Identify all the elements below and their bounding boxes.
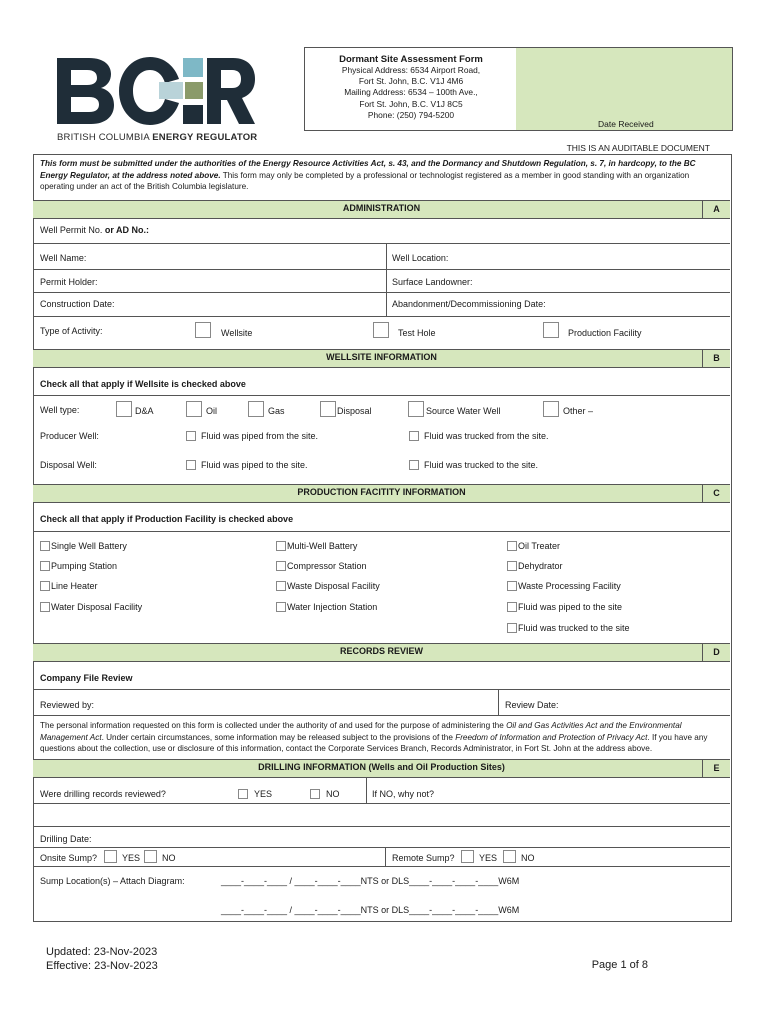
address-line: Physical Address: 6534 Airport Road,	[341, 65, 481, 75]
remote-sump-label: Remote Sump?	[392, 853, 455, 863]
section-letter: D	[702, 644, 730, 661]
reviewed-by-label: Reviewed by:	[40, 700, 95, 710]
drilling-no-checkbox[interactable]	[310, 789, 320, 799]
fluid-trucked-to-site-checkbox[interactable]	[507, 623, 517, 633]
disposal-label: Disposal	[337, 406, 372, 416]
test-hole-checkbox[interactable]	[373, 322, 389, 338]
wellsite-checkbox[interactable]	[195, 322, 211, 338]
pumping-station-label: Pumping Station	[51, 561, 118, 571]
address-line: Fort St. John, B.C. V1J 8C5	[359, 98, 463, 109]
intro-bold: This form must be submitted under the authorities of the Energy Resource Activities Act, s. 43, and the Dormancy and Shutdown Regulation, s. 7, in hardcopy, to the BC Energy Regulator, at the address noted above.	[40, 159, 696, 180]
multi-well-battery-checkbox[interactable]	[276, 541, 286, 551]
abandonment-date-label: Abandonment/Decommissioning Date:	[392, 299, 546, 309]
if-no-why-label: If NO, why not?	[372, 789, 435, 799]
intro-text	[40, 158, 720, 193]
logo-subtitle: BRITISH COLUMBIA ENERGY REGULATOR	[57, 132, 258, 143]
oil-checkbox[interactable]	[186, 401, 202, 417]
disposal-checkbox[interactable]	[320, 401, 336, 417]
form-info-box	[304, 47, 518, 131]
fluid-piped-to-site-checkbox[interactable]	[507, 602, 517, 612]
dna-label: D&A	[135, 406, 154, 416]
drilling-date-label: Drilling Date:	[40, 834, 92, 844]
onsite-no-checkbox[interactable]	[144, 850, 157, 863]
row-divider	[33, 269, 730, 270]
source-water-label: Source Water Well	[426, 406, 501, 416]
fluid-piped-to-site-label: Fluid was piped to the site	[518, 602, 623, 612]
privacy-notice: The personal information requested on this form is collected under the authority of and used for the purpose of administering the Oil and Gas Activities Act and the Environmental Management Act. Under certain circumstances, some information may be released subject to the provisions of the Freedom of Information and Protection of Privacy Act. If you have any questions about the collection, use or disclosure of this information, contact the Corporate Services Branch, Records Administrator, in Fort St. John at the address above.	[40, 721, 708, 753]
producer-trucked-checkbox[interactable]	[409, 431, 419, 441]
drilling-yes-label: YES	[254, 789, 273, 799]
other-checkbox[interactable]	[543, 401, 559, 417]
well-permit-label: Well Permit No. or AD No.:	[40, 225, 150, 235]
sump-location-line-2[interactable]: ____-____-____ / ____-____-____NTS or DLS____-____-____-____W6M	[221, 905, 520, 915]
production-facility-checkbox[interactable]	[543, 322, 559, 338]
auditable-notice: THIS IS AN AUDITABLE DOCUMENT	[566, 143, 710, 153]
form-title: Dormant Site Assessment Form	[339, 54, 483, 65]
section-letter: B	[702, 350, 730, 367]
disposal-trucked-label: Fluid was trucked to the site.	[424, 460, 539, 470]
effective-date: Effective: 23-Nov-2023	[46, 960, 158, 972]
sump-location-label: Sump Location(s) – Attach Diagram:	[40, 876, 185, 886]
oil-treater-checkbox[interactable]	[507, 541, 517, 551]
gas-checkbox[interactable]	[248, 401, 264, 417]
section-title: WELLSITE INFORMATION	[326, 352, 437, 362]
waste-processing-facility-label: Waste Processing Facility	[518, 581, 621, 591]
section-title: ADMINISTRATION	[342, 203, 421, 213]
column-divider	[386, 243, 387, 316]
section-b-header	[33, 349, 730, 368]
row-divider	[33, 803, 730, 804]
drilling-no-label: NO	[326, 789, 340, 799]
row-divider	[33, 243, 730, 244]
sump-location-line-1[interactable]: ____-____-____ / ____-____-____NTS or DLS____-____-____-____W6M	[221, 876, 520, 886]
disposal-piped-checkbox[interactable]	[186, 460, 196, 470]
remote-yes-label: YES	[479, 853, 498, 863]
fluid-trucked-to-site-label: Fluid was trucked to the site	[518, 623, 630, 633]
dehydrator-label: Dehydrator	[518, 561, 563, 571]
well-location-label: Well Location:	[392, 253, 449, 263]
drilling-yes-checkbox[interactable]	[238, 789, 248, 799]
section-title: DRILLING INFORMATION (Wells and Oil Production Sites)	[258, 762, 505, 772]
row-divider	[33, 826, 730, 827]
row-divider	[33, 395, 730, 396]
waste-disposal-facility-label: Waste Disposal Facility	[287, 581, 380, 591]
remote-yes-checkbox[interactable]	[461, 850, 474, 863]
section-e-header	[33, 759, 730, 778]
row-divider	[33, 715, 730, 716]
oil-treater-label: Oil Treater	[518, 541, 561, 551]
section-letter: A	[702, 201, 730, 218]
onsite-yes-label: YES	[122, 853, 141, 863]
row-divider	[33, 689, 730, 690]
section-letter: C	[702, 485, 730, 502]
section-d-header	[33, 643, 730, 662]
column-divider	[498, 689, 499, 715]
surface-landowner-label: Surface Landowner:	[392, 277, 473, 287]
water-disposal-facility-checkbox[interactable]	[40, 602, 50, 612]
test-hole-label: Test Hole	[398, 328, 436, 338]
line-heater-label: Line Heater	[51, 581, 98, 591]
compressor-station-checkbox[interactable]	[276, 561, 286, 571]
well-name-label: Well Name:	[40, 253, 87, 263]
permit-holder-label: Permit Holder:	[40, 277, 98, 287]
column-divider	[385, 847, 386, 866]
water-injection-station-checkbox[interactable]	[276, 602, 286, 612]
producer-piped-label: Fluid was piped from the site.	[201, 431, 319, 441]
single-well-battery-label: Single Well Battery	[51, 541, 127, 551]
oil-label: Oil	[206, 406, 217, 416]
date-received-box[interactable]	[516, 47, 733, 131]
company-file-review-label: Company File Review	[40, 673, 133, 683]
dna-checkbox[interactable]	[116, 401, 132, 417]
water-disposal-facility-label: Water Disposal Facility	[51, 602, 143, 612]
bcer-logo-mark	[55, 55, 255, 127]
onsite-no-label: NO	[162, 853, 176, 863]
production-facility-label: Production Facility	[568, 328, 642, 338]
wellsite-check-note: Check all that apply if Wellsite is checked above	[40, 379, 246, 389]
producer-piped-checkbox[interactable]	[186, 431, 196, 441]
address-line: Mailing Address: 6534 – 100th Ave.,	[344, 87, 478, 98]
single-well-battery-checkbox[interactable]	[40, 541, 50, 551]
row-divider	[33, 292, 730, 293]
row-divider	[33, 847, 730, 848]
column-divider	[366, 777, 367, 803]
review-date-label: Review Date:	[505, 700, 559, 710]
production-check-note: Check all that apply if Production Facility is checked above	[40, 514, 294, 524]
source-water-checkbox[interactable]	[408, 401, 424, 417]
updated-date: Updated: 23-Nov-2023	[46, 946, 158, 958]
line-heater-checkbox[interactable]	[40, 581, 50, 591]
section-c-header	[33, 484, 730, 503]
drilling-records-question: Were drilling records reviewed?	[40, 789, 166, 799]
type-of-activity-label: Type of Activity:	[40, 326, 103, 336]
dehydrator-checkbox[interactable]	[507, 561, 517, 571]
producer-trucked-label: Fluid was trucked from the site.	[424, 431, 549, 441]
multi-well-battery-label: Multi-Well Battery	[287, 541, 358, 551]
disposal-trucked-checkbox[interactable]	[409, 460, 419, 470]
disposal-piped-label: Fluid was piped to the site.	[201, 460, 308, 470]
date-received-label: Date Received	[598, 119, 654, 129]
onsite-yes-checkbox[interactable]	[104, 850, 117, 863]
page-number: Page 1 of 8	[591, 959, 648, 971]
compressor-station-label: Compressor Station	[287, 561, 367, 571]
producer-well-label: Producer Well:	[40, 431, 99, 441]
section-letter: E	[702, 760, 730, 777]
onsite-sump-label: Onsite Sump?	[40, 853, 98, 863]
row-divider	[33, 866, 730, 867]
section-title: RECORDS REVIEW	[339, 646, 423, 656]
row-divider	[33, 316, 730, 317]
other-label: Other –	[563, 406, 594, 416]
wellsite-label: Wellsite	[221, 328, 253, 338]
well-type-label: Well type:	[40, 405, 80, 415]
remote-no-label: NO	[521, 853, 535, 863]
footer-dates	[46, 945, 158, 973]
bcer-logo	[55, 55, 258, 147]
remote-no-checkbox[interactable]	[503, 850, 516, 863]
pumping-station-checkbox[interactable]	[40, 561, 50, 571]
section-a-header	[33, 200, 730, 219]
row-divider	[33, 531, 730, 532]
construction-date-label: Construction Date:	[40, 299, 115, 309]
waste-processing-facility-checkbox[interactable]	[507, 581, 517, 591]
water-injection-station-label: Water Injection Station	[287, 602, 378, 612]
waste-disposal-facility-checkbox[interactable]	[276, 581, 286, 591]
address-line: Fort St. John, B.C. V1J 4M6	[358, 76, 464, 87]
gas-label: Gas	[268, 406, 285, 416]
disposal-well-label: Disposal Well:	[40, 460, 97, 470]
section-title: PRODUCTION FACITITY INFORMATION	[297, 487, 466, 497]
intro-rest: This form may only be completed by a professional or technologist registered as a member in good standing with an organization operating under an act of the British Columbia legislature.	[40, 170, 690, 191]
address-line: Phone: (250) 794-5200	[367, 109, 455, 120]
